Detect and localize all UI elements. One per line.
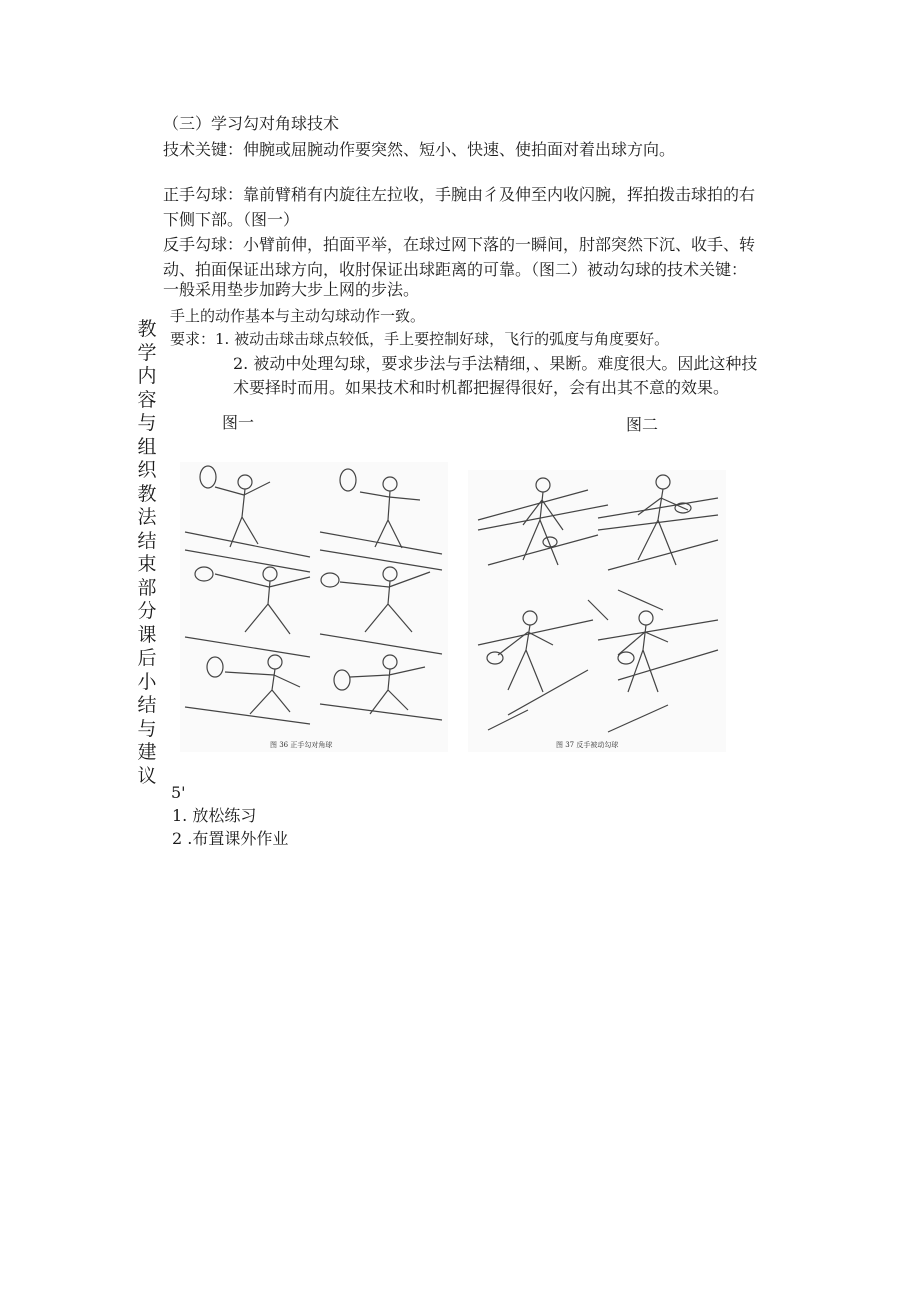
backhand-line-2: 动、拍面保证出球方向，收肘保证出球距离的可靠。（图二）被动勾球的技术关键： (163, 260, 748, 279)
player-sketch-1 (200, 466, 270, 547)
player-sketch-3 (195, 567, 310, 634)
ending-time: 5' (171, 783, 186, 802)
requirement-line-2: 2. 被动中处理勾球，要求步法与手法精细，、果断。难度很大。因此这种技 (233, 354, 758, 373)
player-sketch-b4 (618, 611, 668, 692)
hand-action-line: 手上的动作基本与主动勾球动作一致。 (170, 307, 426, 325)
figure-2-illustration (468, 470, 726, 752)
player-sketch-5 (207, 655, 300, 714)
forehand-line-1: 正手勾球：靠前臂稍有内旋往左拉收，手腕由彳及伸至内收闪腕，挥拍拨击球拍的右 (163, 185, 756, 204)
figure-1-illustration (180, 462, 448, 752)
side-section-label: 教学内容与组织教法结束部分课后小结与建议 (137, 318, 157, 787)
figure-1-small-label: 图 36 正手勾对角球 (270, 741, 333, 749)
section-heading: （三）学习勾对角球技术 (163, 114, 340, 133)
forehand-line-2: 下侧下部。（图一） (163, 210, 300, 229)
backhand-figure-svg (468, 470, 726, 752)
requirement-line-3: 术要择时而用。如果技术和时机都把握得很好，会有出其不意的效果。 (233, 378, 730, 397)
requirement-line-1: 要求：1. 被动击球击球点较低，手上要控制好球，飞行的弧度与角度要好。 (170, 330, 670, 348)
player-sketch-4 (321, 567, 430, 632)
forehand-figure-svg (180, 462, 448, 752)
tech-key-line: 技术关键：伸腕或屈腕动作要突然、短小、快速、使拍面对着出球方向。 (163, 140, 676, 159)
figure-2-caption: 图二 (626, 415, 659, 434)
ending-item-1: 1. 放松练习 (172, 806, 257, 825)
player-sketch-b1 (523, 478, 563, 565)
player-sketch-b2 (638, 475, 691, 565)
player-sketch-b3 (487, 611, 553, 692)
ending-item-2: 2 .布置课外作业 (172, 829, 289, 848)
backhand-line-1: 反手勾球：小臂前伸，拍面平举，在球过网下落的一瞬间，肘部突然下沉、收手、转 (163, 235, 756, 254)
player-sketch-6 (334, 655, 425, 714)
figure-2-small-label: 图 37 反手被动勾球 (556, 741, 619, 749)
figure-1-caption: 图一 (222, 413, 255, 432)
backhand-line-3: 一般采用垫步加跨大步上网的步法。 (163, 280, 420, 299)
player-sketch-2 (340, 469, 420, 548)
